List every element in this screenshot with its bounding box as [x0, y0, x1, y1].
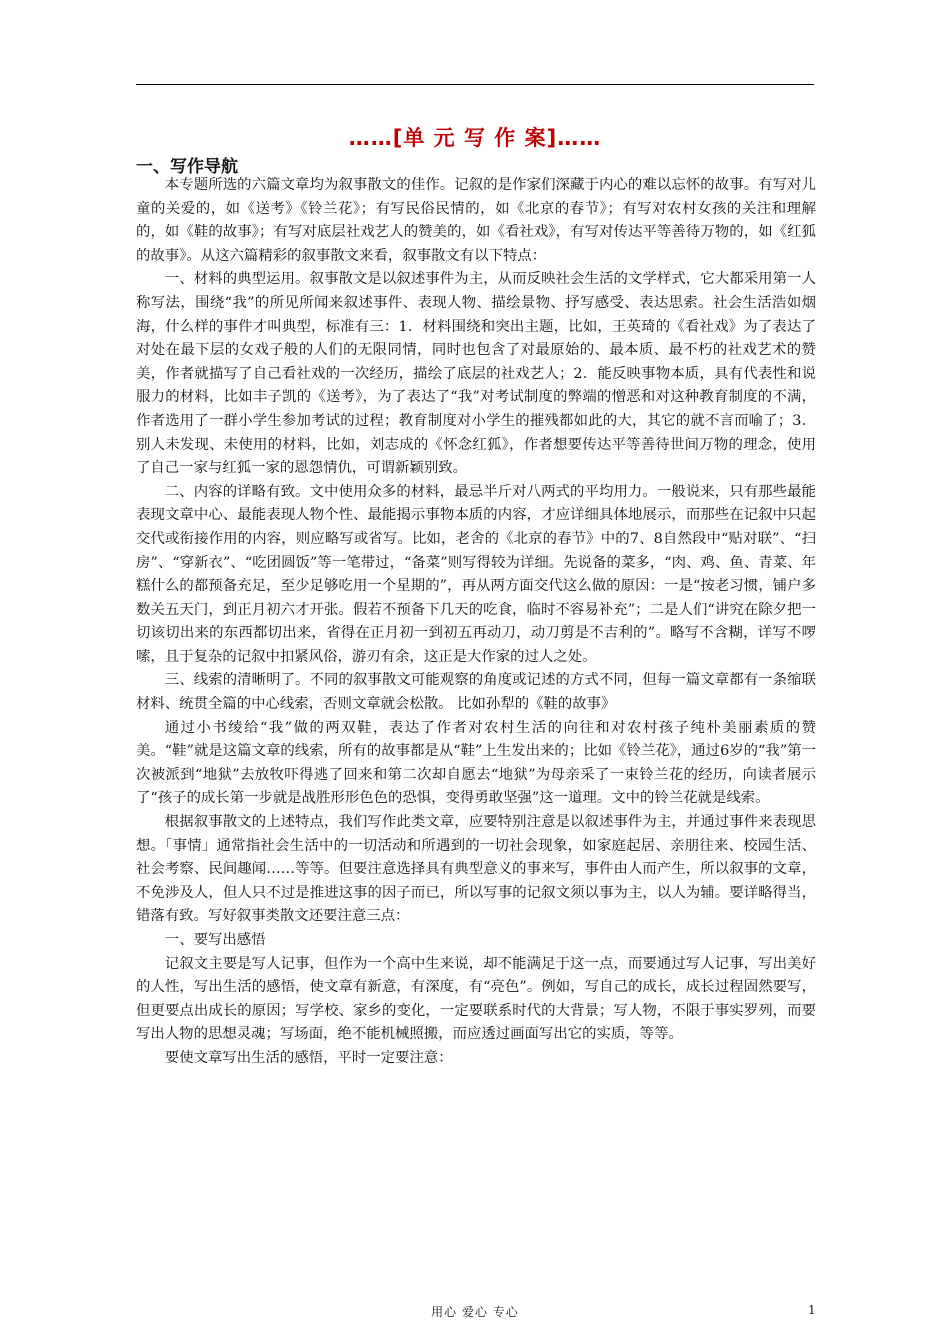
paragraph: 要使文章写出生活的感悟，平时一定要注意： [164, 1049, 453, 1066]
paragraph: 二、内容的详略有致。文中使用众多的材料，最忌半斤对八两式的平均用力。一般说来，只有那些最能表现文章中心、最能表现人物个性、最能揭示事物本质的内容，才应详细具体地展示，而那些在记叙中只起交代或衔接作用的内容，则应略写或省写。比如，老舍的《北京的春节》中的7、8自然段中“贴对联”、“扫房”、“穿新衣”、“吃团圆饭”等一笔带过，“备菜”则写得较为详细。先说备的菜多，“肉、鸡、鱼、青菜、年糕什么的都预备充足，至少足够吃用一个星期的”，再从两方面交代这么做的原因：一是“按老习惯，铺户多数关五天门，到正月初六才开张。假若不预备下几天的吃食，临时不容易补充”；二是人们“讲究在除夕把一切该切出来的东西都切出来，省得在正月初一到初五再动刀，动刀剪是不吉利的”。略写不含糊，详写不啰嗦，且于复杂的记叙中扣紧风俗，游刃有余，这正是大作家的过人之处。 [136, 483, 816, 665]
paragraph: 一、材料的典型运用。叙事散文是以叙述事件为主，从而反映社会生活的文学样式，它大都采用第一人称写法，围绕“我”的所见所闻来叙述事件、表现人物、描绘景物、抒写感受、表达思索。社会生活浩如烟海，什么样的事件才叫典型，标准有三：1．材料围绕和突出主题，比如，王英琦的《看社戏》为了表达了对处在最下层的女戏子般的人们的无限同情，同时也包含了对最原始的、最本质、最不朽的社戏艺术的赞美，作者就描写了自己看社戏的一次经历，描绘了底层的社戏艺人；2．能反映事物本质，具有代表性和说服力的材料，比如丰子凯的《送考》，为了表达了“我”对考试制度的弊端的憎恶和对这种教育制度的不满，作者选用了一群小学生参加考试的过程；教育制度对小学生的摧残都如此的大，其它的就不言而喻了；3．别人未发现、未使用的材料，比如，刘志成的《怀念红狐》，作者想要传达平等善待世间万物的理念，使用了自己一家与红狐一家的恩怨情仇，可谓新颖别致。 [136, 271, 816, 477]
header-rule [136, 84, 814, 85]
paragraph: 本专题所选的六篇文章均为叙事散文的佳作。记叙的是作家们深藏于内心的难以忘怀的故事。有写对儿童的关爱的，如《送考》《铃兰花》；有写民俗民情的，如《北京的春节》；有写对农村女孩的关注和理解的，如《鞋的故事》；有写对底层社戏艺人的赞美的，如《看社戏》，有写对传达平等善待万物的，如《红狐的故事》。从这六篇精彩的叙事散文来看，叙事散文有以下特点： [136, 177, 816, 264]
subheading: 一、要写出感悟 [164, 932, 266, 948]
section-heading: 一、写作导航 [136, 157, 238, 177]
paragraph: 通过小书绫给“我”做的两双鞋，表达了作者对农村生活的向往和对农村孩子纯朴美丽素质的赞美。“鞋”就是这篇文章的线索，所有的故事都是从“鞋”上生发出来的；比如《铃兰花》，通过6岁的“我”第一次被派到“地狱”去放牧吓得逃了回来和第二次却自愿去“地狱”为母亲采了一束铃兰花的经历，向读者展示了“孩子的成长第一步就是战胜形形色色的恐惧，变得勇敢坚强”这一道理。文中的铃兰花就是线索。 [136, 719, 816, 807]
paragraph: 记叙文主要是写人记事，但作为一个高中生来说，却不能满足于这一点，而要通过写人记事，写出美好的人性，写出生活的感悟，使文章有新意，有深度，有“亮色”。例如，写自己的成长，成长过程固然要写，但更要点出成长的原因；写学校、家乡的变化，一定要联系时代的大背景；写人物，不限于事实罗列，而要写出人物的思想灵魂；写场面，绝不能机械照搬，而应透过画面写出它的实质，等等。 [136, 955, 816, 1043]
page-footer: 用心 爱心 专心 [431, 1305, 519, 1319]
paragraph: 三、线索的清晰明了。不同的叙事散文可能观察的角度或记述的方式不同，但每一篇文章都有一条缩联材料、统贯全篇的中心线索，否则文章就会松散。 比如孙犁的《鞋的故事》 [136, 672, 816, 713]
page-title: ……[单 元 写 作 案]…… [348, 126, 602, 150]
body-text [136, 174, 816, 1071]
page-number: 1 [808, 1303, 816, 1317]
paragraph: 根据叙事散文的上述特点，我们写作此类文章，应要特别注意是以叙述事件为主，并通过事件来表现思想。「事情」通常指社会生活中的一切活动和所遇到的一切社会现象，如家庭起居、亲朋往来、校园生活、社会考察、民间趣闻……等等。但要注意选择具有典型意义的事来写，事件由人而产生，所以叙事的文章，不免涉及人，但人只不过是推进这事的因子而已，所以写事的记叙文须以事为主，以人为辅。要详略得当，错落有致。写好叙事类散文还要注意三点： [136, 814, 816, 925]
